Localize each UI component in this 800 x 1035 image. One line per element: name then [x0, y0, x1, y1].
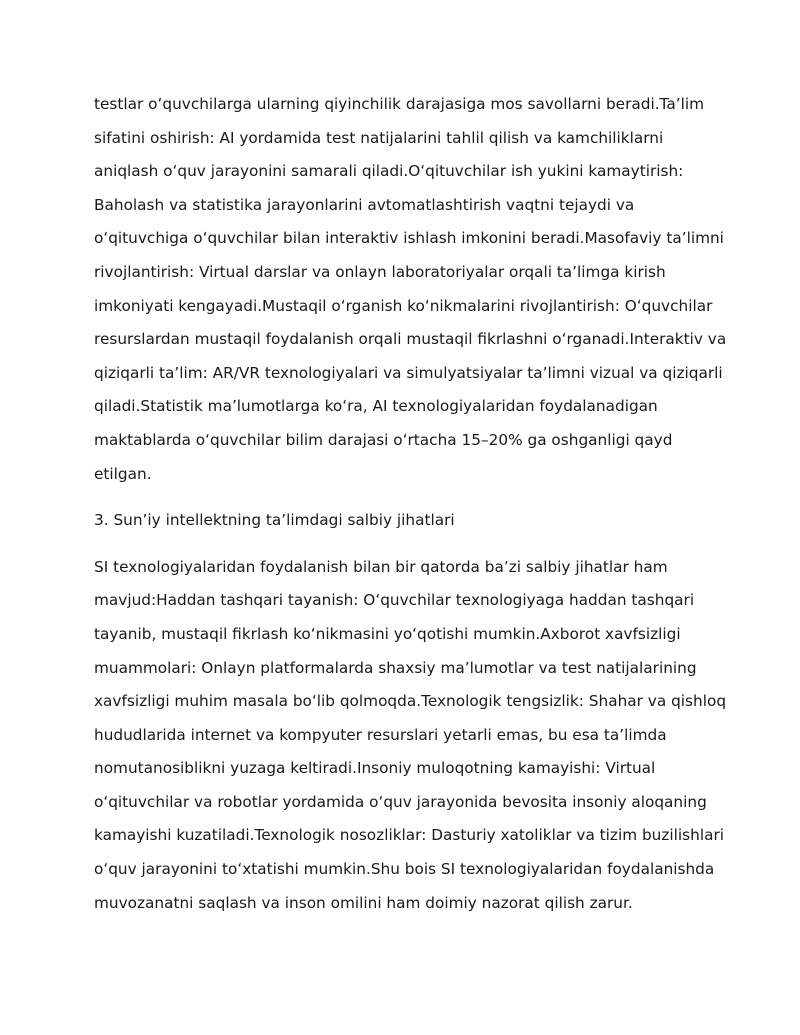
text-line: aniqlash oʻquv jarayonini samarali qiladi.Oʻqituvchilar ish yukini kamaytirish:: [94, 162, 684, 181]
text-line: imkoniyati kengayadi.Mustaqil oʻrganish koʻnikmalarini rivojlantirish: Oʻquvchilar: [94, 296, 713, 315]
text-line: Baholash va statistika jarayonlarini avtomatlashtirish vaqtni tejaydi va: [94, 195, 635, 214]
document-body: [94, 88, 727, 920]
text-line: muvozanatni saqlash va inson omilini ham doimiy nazorat qilish zarur.: [94, 893, 633, 912]
text-line: maktablarda oʻquvchilar bilim darajasi oʻrtacha 15–20% ga oshganligi qayd: [94, 430, 673, 449]
text-line: sifatini oshirish: AI yordamida test natijalarini tahlil qilish va kamchiliklarni: [94, 128, 664, 147]
text-line: muammolari: Onlayn platformalarda shaxsiy ma’lumotlar va test natijalarining: [94, 658, 697, 677]
text-line: hududlarida internet va kompyuter resurslari yetarli emas, bu esa ta’limda: [94, 725, 667, 744]
text-line: qiladi.Statistik maʼlumotlarga koʻra, AI texnologiyalaridan foydalanadigan: [94, 397, 658, 416]
paragraph-drawbacks: [94, 551, 727, 921]
text-line: SI texnologiyalaridan foydalanish bilan bir qatorda baʼzi salbiy jihatlar ham: [94, 557, 668, 576]
text-line: nomutanosiblikni yuzaga keltiradi.Insoniy muloqotning kamayishi: Virtual: [94, 759, 656, 778]
text-line: resurslardan mustaqil foydalanish orqali mustaqil fikrlashni oʻrganadi.Interaktiv va: [94, 330, 727, 349]
paragraph-spacer: [94, 491, 712, 504]
text-line: oʻquv jarayonini toʻxtatishi mumkin.Shu bois SI texnologiyalaridan foydalanishda: [94, 860, 715, 879]
text-line: mavjud:Haddan tashqari tayanish: Oʻquvchilar texnologiyaga haddan tashqari: [94, 591, 695, 610]
text-line: testlar oʻquvchilarga ularning qiyinchilik darajasiga mos savollarni beradi.Ta’lim: [94, 95, 704, 113]
text-line: oʻqituvchilar va robotlar yordamida oʻquv jarayonida bevosita insoniy aloqaning: [94, 792, 707, 811]
paragraph-spacer: [94, 538, 712, 551]
text-line: kamayishi kuzatiladi.Texnologik nosozliklar: Dasturiy xatoliklar va tizim buzilishlari: [94, 826, 724, 845]
text-line: etilgan.: [94, 464, 152, 483]
text-line: qiziqarli ta’lim: AR/VR texnologiyalari va simulyatsiyalar ta’limni vizual va qiziqarli: [94, 363, 723, 382]
text-line: oʻqituvchiga oʻquvchilar bilan interaktiv ishlash imkonini beradi.Masofaviy ta’limni: [94, 229, 724, 248]
text-line: rivojlantirish: Virtual darslar va onlayn laboratoriyalar orqali ta’limga kirish: [94, 262, 666, 281]
text-line: tayanib, mustaqil fikrlash koʻnikmasini yoʻqotishi mumkin.Axborot xavfsizligi: [94, 624, 681, 643]
text-line: xavfsizligi muhim masala boʻlib qolmoqda.Texnologik tengsizlik: Shahar va qishloq: [94, 692, 727, 711]
paragraph-benefits: [94, 88, 727, 491]
section-heading: 3. Sun’iy intellektning ta’limdagi salbiy jihatlari: [94, 511, 455, 530]
